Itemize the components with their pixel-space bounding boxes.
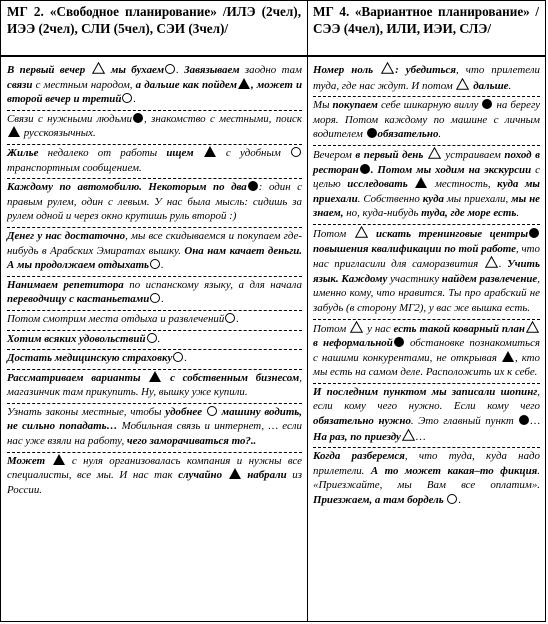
text-run: . <box>157 332 161 345</box>
text-run: Она нам качает деньги. А мы продолжаем отдыхать <box>7 244 302 272</box>
text-run: участнику <box>390 272 442 285</box>
paragraph <box>313 384 540 448</box>
filled-triangle-icon <box>238 78 250 89</box>
paragraph <box>7 404 302 453</box>
text-run: В первый вечер <box>7 64 91 76</box>
text-run: Связи с нужными людьми <box>7 112 133 125</box>
text-run: но, куда-нибудь <box>346 207 422 220</box>
text-run: Учить язык. Каждому <box>313 258 540 285</box>
text-run: . Собственно <box>357 192 423 205</box>
text-run: с целью <box>313 163 540 191</box>
text-run: Жилье <box>7 146 48 159</box>
filled-triangle-icon <box>53 454 65 465</box>
text-run: Достать медицинскую страховку <box>7 352 173 365</box>
text-run: Потом <box>313 227 354 240</box>
text-run: . <box>184 352 188 365</box>
paragraph <box>7 331 302 351</box>
filled-circle-icon <box>529 228 539 238</box>
text-run: Когда разберемся <box>313 450 405 463</box>
text-run: . <box>133 93 137 106</box>
filled-circle-icon <box>367 128 377 138</box>
text-run: случайно <box>178 469 228 482</box>
text-run: … <box>530 415 540 428</box>
hollow-circle-icon <box>150 293 160 303</box>
filled-circle-icon <box>394 337 404 347</box>
text-run: из России. <box>7 469 302 496</box>
paragraph <box>313 146 540 225</box>
text-run: мы не знаем, <box>313 192 540 220</box>
text-run: Номер ноль <box>313 64 381 76</box>
text-run: Каждому по автомобилю. Некоторым по два <box>7 181 247 194</box>
text-run: недалеко от работы <box>47 146 167 159</box>
paragraph <box>7 228 302 277</box>
hollow-circle-icon <box>447 494 457 504</box>
text-run: , что прилетели туда, где нас ждут. И потом <box>313 64 540 92</box>
text-run: местность, <box>428 178 498 191</box>
filled-triangle-icon <box>149 371 161 382</box>
text-run: … <box>415 430 426 443</box>
hollow-triangle-icon <box>92 62 105 74</box>
paragraph <box>7 179 302 228</box>
text-run: Потом смотрим места отдыха и развлечений <box>7 312 225 325</box>
text-run: с нуля организовалась компания и нужны все специалисты, все мы. И нас так <box>7 454 302 482</box>
text-run: Вечером <box>313 148 356 161</box>
text-run: исследовать <box>347 178 415 191</box>
text-run: куда <box>422 192 447 205</box>
text-run: , именно кому, что нравится. Ты про арабский не забудь (в сторону МГ2), у вас же вышка есть. <box>313 272 540 314</box>
text-run: а дальше как пойдем <box>135 78 237 91</box>
column-mg4 <box>307 1 545 621</box>
text-run: . Потом мы ходим на экскурсии <box>370 163 536 176</box>
text-run: удобнее <box>165 405 206 418</box>
text-run: устраиваем <box>441 148 505 161</box>
text-run: . <box>508 79 512 92</box>
filled-circle-icon <box>519 415 529 425</box>
text-run: Мы <box>313 99 333 112</box>
filled-triangle-icon <box>8 126 20 137</box>
text-run: . <box>236 312 240 325</box>
paragraph <box>313 320 540 384</box>
hollow-triangle-icon <box>428 147 441 159</box>
text-run: транспортным сообщением. <box>7 161 142 174</box>
text-run: . <box>516 207 520 220</box>
text-run: найдем развлечение <box>441 272 538 285</box>
text-run: есть такой коварный план <box>393 322 525 335</box>
paragraph <box>7 145 302 179</box>
text-run: чего заморачиваться то?.. <box>126 435 257 448</box>
text-run: : один с правым рулем, один с левым. У нас была мысль: сидишь за рулем одной и через окно крутишь руль второй :) <box>7 181 302 223</box>
text-run: шопинг <box>500 385 538 398</box>
text-run: Потом <box>313 322 350 335</box>
text-run: набрали <box>241 469 293 482</box>
text-run: . Это главный пункт <box>410 415 519 428</box>
paragraph <box>313 97 540 146</box>
text-run: у нас <box>364 322 394 335</box>
text-run: Денег у нас достаточно <box>7 229 126 242</box>
text-run: покупаем <box>332 99 381 112</box>
text-run: туда, где море есть <box>421 207 517 220</box>
hollow-circle-icon <box>225 313 235 323</box>
text-run: : убедиться <box>395 64 456 76</box>
paragraph <box>7 453 302 501</box>
filled-circle-icon <box>360 164 370 174</box>
paragraph <box>7 350 302 370</box>
text-run: обязательно нужно <box>313 415 411 428</box>
hollow-triangle-icon <box>526 321 539 333</box>
text-run: На раз, по приезду <box>313 430 401 443</box>
paragraph <box>7 311 302 331</box>
text-run: себе шикарную виллу <box>380 99 482 112</box>
text-run: А то может какая–то фикция <box>370 464 538 477</box>
paragraph <box>313 225 540 320</box>
text-run: с собственным бизнесом <box>162 371 300 384</box>
text-run: , магазинчик там прикупить. Ну, вышку уже купили. <box>7 371 302 399</box>
column-body-mg2 <box>1 58 307 621</box>
text-run: Узнать законы местные, чтобы <box>7 405 166 418</box>
text-run: ищем <box>166 146 203 159</box>
text-run: Мобильная связь и интернет, … если нас уже взяли на работу, <box>7 420 302 448</box>
text-run: , что нас пригласили для самоpазвития <box>313 242 540 271</box>
text-run: по испанскому языку, а для начала <box>129 278 302 291</box>
paragraph <box>313 448 540 510</box>
hollow-triangle-icon <box>485 256 498 268</box>
paragraph <box>7 111 302 145</box>
text-run: машину водить, не сильно попадать… <box>7 405 302 433</box>
column-mg2 <box>1 1 308 621</box>
text-run: дальше <box>470 79 509 92</box>
hollow-circle-icon <box>173 352 183 362</box>
text-run: искать тренинговые центры <box>368 227 528 240</box>
text-run: , кто мы есть на самом деле. Расположить их к себе. <box>313 351 540 379</box>
text-run: повышения квалификации по той работе <box>313 242 516 255</box>
paragraph <box>7 277 302 311</box>
hollow-circle-icon <box>122 93 132 103</box>
hollow-circle-icon <box>165 64 175 74</box>
text-run: . <box>438 128 442 141</box>
text-run: Хотим всяких удовольствий <box>7 332 146 345</box>
paragraph <box>7 61 302 111</box>
hollow-triangle-icon <box>402 429 415 441</box>
text-run: мы бухаем <box>105 64 165 76</box>
hollow-circle-icon <box>147 333 157 343</box>
hollow-circle-icon <box>291 147 301 157</box>
text-run: в первый день <box>355 148 427 161</box>
text-run: . <box>498 258 508 271</box>
text-run: , что туда, куда надо прилетели. <box>313 450 540 477</box>
hollow-circle-icon <box>150 259 160 269</box>
text-run: , мы все скидываемся и покупаем где-нибудь в Арабских Эмиратах вышку. <box>7 229 302 257</box>
text-run: , знакомство с местными, поиск <box>144 112 302 125</box>
text-run: Нанимаем репетитора <box>7 278 130 291</box>
text-run: с местным народом, <box>35 78 136 91</box>
column-header-mg2: МГ 2. «Свободное планирование» /ИЛЭ (2чел), ИЭЭ (2чел), СЛИ (5чел), СЭИ (3чел)/ <box>1 1 307 57</box>
paragraph <box>7 370 302 404</box>
filled-triangle-icon <box>204 146 216 157</box>
text-run: , если кому чего нужно. Если кому чего <box>313 385 540 413</box>
hollow-circle-icon <box>207 406 217 416</box>
hollow-triangle-icon <box>381 62 394 74</box>
text-run: Завязываем <box>184 64 245 76</box>
hollow-triangle-icon <box>350 321 363 333</box>
text-run: . <box>161 293 164 306</box>
column-header-mg4: МГ 4. «Вариантное планирование» /СЭЭ (4чел), ИЛИ, ИЭИ, СЛЭ/ <box>307 1 545 57</box>
text-run: Приезжаем, а там бордель <box>313 494 447 507</box>
text-run: . <box>458 494 462 507</box>
text-run: связи <box>7 78 36 91</box>
text-run: И последним пунктом мы записали <box>313 385 501 398</box>
text-run: поход в ресторан <box>313 148 540 176</box>
text-run: на берегу моря. Потом каждому по машине с личным водителем <box>313 99 541 141</box>
filled-triangle-icon <box>502 351 514 362</box>
text-run: Может <box>7 454 52 467</box>
text-run: переводчицу с кастаньетами <box>7 293 150 306</box>
filled-triangle-icon <box>229 468 241 479</box>
text-run: . <box>176 64 185 76</box>
text-run: мы приехали, <box>446 192 512 205</box>
filled-triangle-icon <box>415 177 427 188</box>
text-run: . <box>161 259 164 272</box>
text-run: , может и второй вечер и третий <box>7 78 302 106</box>
text-run: заодно там <box>244 64 302 76</box>
text-run: с удобным <box>216 146 290 159</box>
filled-circle-icon <box>248 181 258 191</box>
text-run: Рассматриваем варианты <box>7 371 149 384</box>
hollow-triangle-icon <box>456 78 469 90</box>
paragraph <box>313 61 540 97</box>
text-run: обязательно <box>377 128 439 141</box>
text-run: обстановке познакомиться с нашими конкурентами, не открывая <box>313 337 540 364</box>
column-body-mg4 <box>307 58 545 621</box>
filled-circle-icon <box>482 99 492 109</box>
text-run: в неформальной <box>313 337 393 350</box>
text-run: . «Приезжайте, мы Вам все оплатим». <box>313 464 540 492</box>
filled-circle-icon <box>133 113 143 123</box>
hollow-triangle-icon <box>355 226 368 238</box>
text-run: куда мы приехали <box>313 178 540 205</box>
text-run: русскоязычных. <box>21 127 96 140</box>
